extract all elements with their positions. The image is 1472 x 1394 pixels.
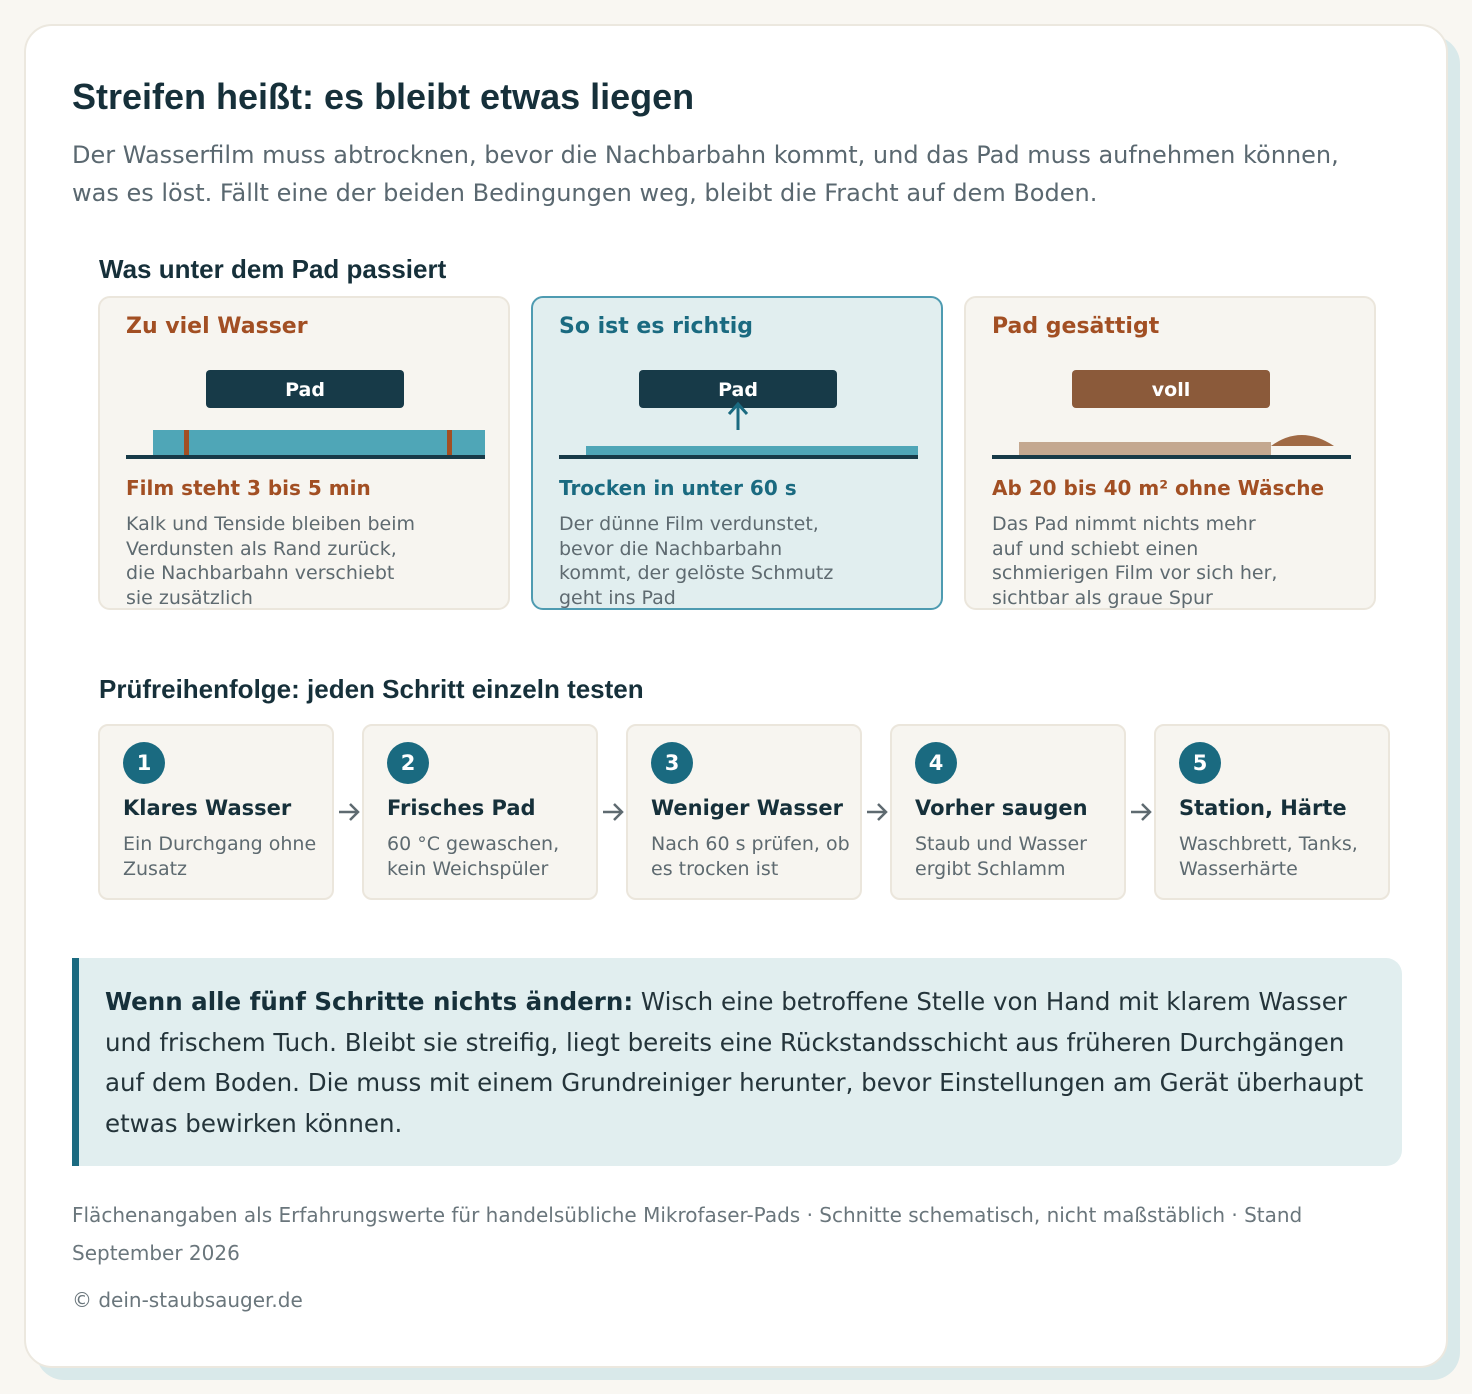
step-description: 60 °C gewaschen, kein Weichspüler: [387, 833, 560, 880]
scenario-description: Der dünne Film verdunstet, bevor die Nachbarbahn kommt, der gelöste Schmutz geht ins Pad: [559, 513, 834, 609]
copyright: © dein-staubsauger.de: [72, 1288, 303, 1312]
step-card: [890, 724, 1126, 900]
floor-line: [126, 455, 485, 459]
residue-film: [1019, 442, 1271, 456]
steps-heading: Prüfreihenfolge: jeden Schritt einzeln testen: [99, 674, 644, 704]
floor-line: [992, 455, 1351, 459]
floor-line: [559, 455, 918, 459]
scenario-description: Das Pad nimmt nichts mehr auf und schiebt einen schmierigen Film vor sich her, sichtbar als graue Spur: [992, 513, 1278, 609]
step-description: Waschbrett, Tanks, Wasserhärte: [1179, 833, 1358, 880]
scenario-title: Pad gesättigt: [992, 314, 1160, 339]
pushed-dirt-mound: [1271, 435, 1334, 446]
footnote: Flächenangaben als Erfahrungswerte für handelsübliche Mikrofaser-Pads · Schnitte schematisch, nicht maßstäblich · Stand September 2026: [72, 1203, 1303, 1265]
residue-edge-right: [447, 430, 452, 456]
callout-body: Wisch eine betroffene Stelle von Hand mit klarem Wasser und frischem Tuch. Bleibt sie streifig, liegt bereits eine Rückstandsschicht aus früheren Durchgängen auf dem Boden. Die muss mit einem Grundreiniger herunter, bevor Einstellungen am Gerät überhaupt etwas bewirken können.: [105, 987, 1364, 1138]
scenario-title: Zu viel Wasser: [126, 314, 308, 339]
step-card: [626, 724, 862, 900]
scenario-correct: [531, 296, 943, 610]
scenario-caption: Ab 20 bis 40 m² ohne Wäsche: [992, 476, 1325, 500]
step-title: Weniger Wasser: [651, 796, 843, 820]
cross-section-saturated: [966, 358, 1378, 468]
arrow-right-icon: [600, 800, 626, 824]
arrow-right-icon: [336, 800, 362, 824]
step-number-badge: 5: [1179, 742, 1221, 784]
step-card: [362, 724, 598, 900]
step-number-badge: 1: [123, 742, 165, 784]
arrow-right-icon: [864, 800, 890, 824]
step-description: Nach 60 s prüfen, ob es trocken ist: [651, 833, 850, 880]
step-title: Frisches Pad: [387, 796, 536, 820]
step-title: Klares Wasser: [123, 796, 292, 820]
pad-label: voll: [1151, 379, 1191, 401]
step-card: [98, 724, 334, 900]
thick-water-film: [153, 430, 485, 456]
cross-section-correct: [533, 358, 945, 468]
step-number-badge: 3: [651, 742, 693, 784]
step-title: Vorher saugen: [915, 796, 1088, 820]
step-card: [1154, 724, 1390, 900]
pad-label: Pad: [718, 379, 758, 401]
scenario-description: Kalk und Tenside bleiben beim Verdunsten als Rand zurück, die Nachbarbahn verschiebt sie zusätzlich: [126, 513, 416, 609]
scenarios-heading: Was unter dem Pad passiert: [99, 254, 447, 284]
cross-section-too-much-water: [100, 358, 512, 468]
step-number-badge: 2: [387, 742, 429, 784]
step-description: Ein Durchgang ohne Zusatz: [123, 833, 317, 880]
thin-water-film: [586, 446, 918, 456]
step-number-badge: 4: [915, 742, 957, 784]
callout-text: [105, 982, 1390, 1144]
step-description: Staub und Wasser ergibt Schlamm: [915, 833, 1087, 880]
page-title: Streifen heißt: es bleibt etwas liegen: [72, 76, 695, 117]
pad-label: Pad: [285, 379, 325, 401]
scenario-pad-saturated: [964, 296, 1376, 610]
scenario-caption: Film steht 3 bis 5 min: [126, 476, 371, 500]
callout-note: [72, 958, 1402, 1166]
scenario-caption: Trocken in unter 60 s: [559, 476, 797, 500]
callout-lead: Wenn alle fünf Schritte nichts ändern:: [105, 987, 634, 1016]
step-title: Station, Härte: [1179, 796, 1347, 820]
scenario-too-much-water: [98, 296, 510, 610]
scenario-title: So ist es richtig: [559, 314, 754, 339]
residue-edge-left: [184, 430, 189, 456]
arrow-right-icon: [1128, 800, 1154, 824]
lead-paragraph: Der Wasserfilm muss abtrocknen, bevor die Nachbarbahn kommt, und das Pad muss aufnehmen können, was es löst. Fällt eine der beiden Bedingungen weg, bleibt die Fracht auf dem Boden.: [72, 141, 1339, 207]
